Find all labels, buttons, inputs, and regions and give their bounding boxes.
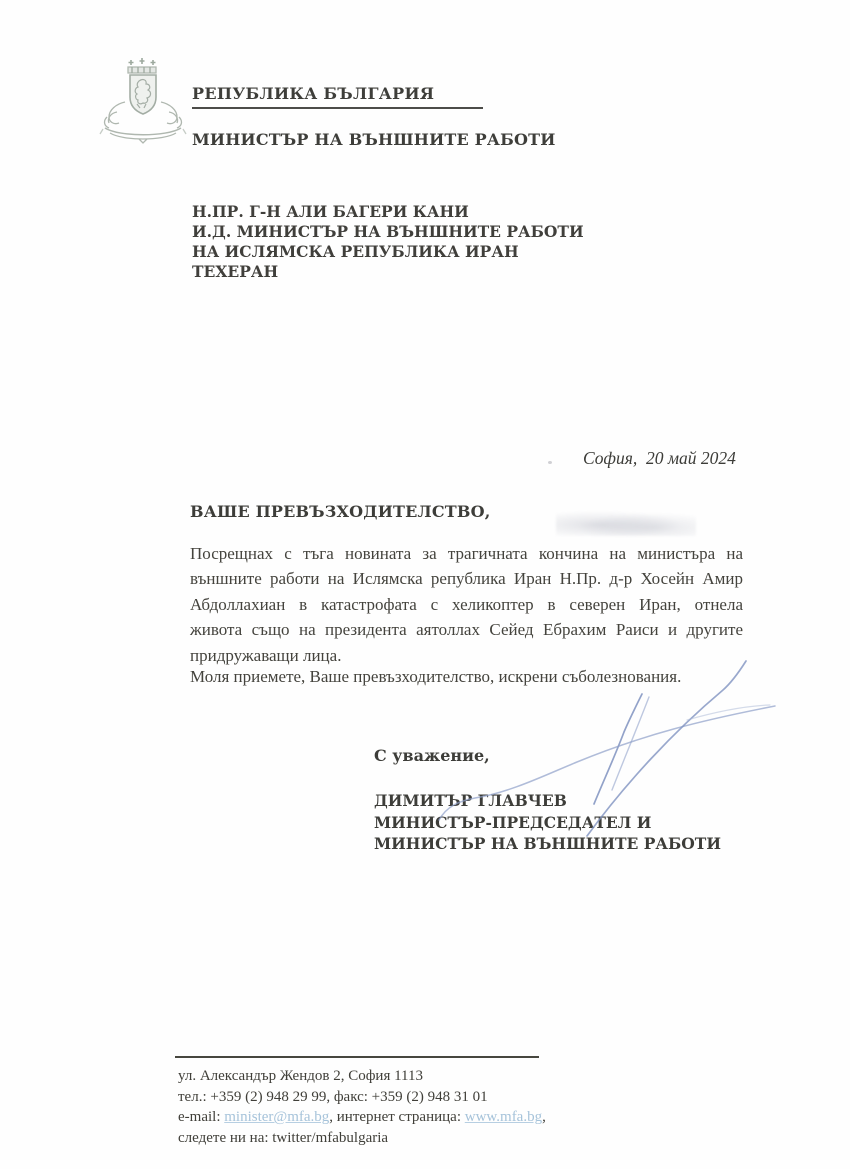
body-line: външните работи на Ислямска република Иран Н.Пр. д-р Хосейн Амир [190, 569, 743, 589]
footer-divider [175, 1056, 539, 1058]
recipient-name: Н.ПР. Г-Н АЛИ БАГЕРИ КАНИ [192, 202, 469, 221]
footer-email-label: e-mail: [178, 1109, 225, 1125]
footer-between-links: , интернет страница: [329, 1109, 465, 1125]
recipient-block [192, 202, 584, 282]
scan-speck [548, 461, 552, 464]
footer-contact-block [178, 1066, 546, 1148]
footer-website-link[interactable]: www.mfa.bg [464, 1109, 543, 1125]
pencil-smudge [556, 508, 696, 536]
body-line: Посрещнах с тъга новината за трагичната кончина на министъра на [190, 544, 743, 563]
footer-links-line [178, 1107, 546, 1128]
footer-social: следете ни на: twitter/mfabulgaria [178, 1129, 389, 1146]
dateline: София, 20 май 2024 [583, 448, 736, 468]
signature-ink-icon [425, 648, 795, 848]
body-line: живота също на президента аятоллах Сейед Ебрахим Раиси и другите [190, 620, 743, 640]
recipient-title: И.Д. МИНИСТЪР НА ВЪНШНИТЕ РАБОТИ [192, 222, 584, 241]
letterhead-divider [192, 107, 483, 109]
signer-title-1: МИНИСТЪР-ПРЕДСЕДАТЕЛ И [374, 812, 652, 832]
body-line: придружаващи лица. [190, 645, 342, 665]
recipient-country: НА ИСЛЯМСКА РЕПУБЛИКА ИРАН [192, 242, 519, 261]
footer-email-link[interactable]: minister@mfa.bg [224, 1109, 330, 1125]
footer-after-links: , [542, 1109, 546, 1125]
recipient-city: ТЕХЕРАН [192, 262, 279, 281]
footer-address: ул. Александър Жендов 2, София 1113 [178, 1068, 423, 1084]
letterhead-country: РЕПУБЛИКА БЪЛГАРИЯ [192, 84, 435, 103]
signer-title-2: МИНИСТЪР НА ВЪНШНИТЕ РАБОТИ [374, 834, 721, 853]
body-paragraph-2: Моля приемете, Ваше превъзходителство, искрени съболезнования. [190, 667, 682, 686]
footer-phone-fax: тел.: +359 (2) 948 29 99, факс: +359 (2) 948 31 01 [178, 1088, 488, 1105]
valediction: С уважение, [374, 746, 490, 765]
bulgaria-coat-of-arms-icon [97, 54, 189, 148]
salutation: ВАШЕ ПРЕВЪЗХОДИТЕЛСТВО, [190, 502, 491, 521]
body-line: Абдоллахиан в катастрофата с хеликоптер в северен Иран, отнела [190, 594, 743, 614]
letterhead-office: МИНИСТЪР НА ВЪНШНИТЕ РАБОТИ [192, 130, 556, 149]
signer-name: ДИМИТЪР ГЛАВЧЕВ [374, 791, 567, 810]
